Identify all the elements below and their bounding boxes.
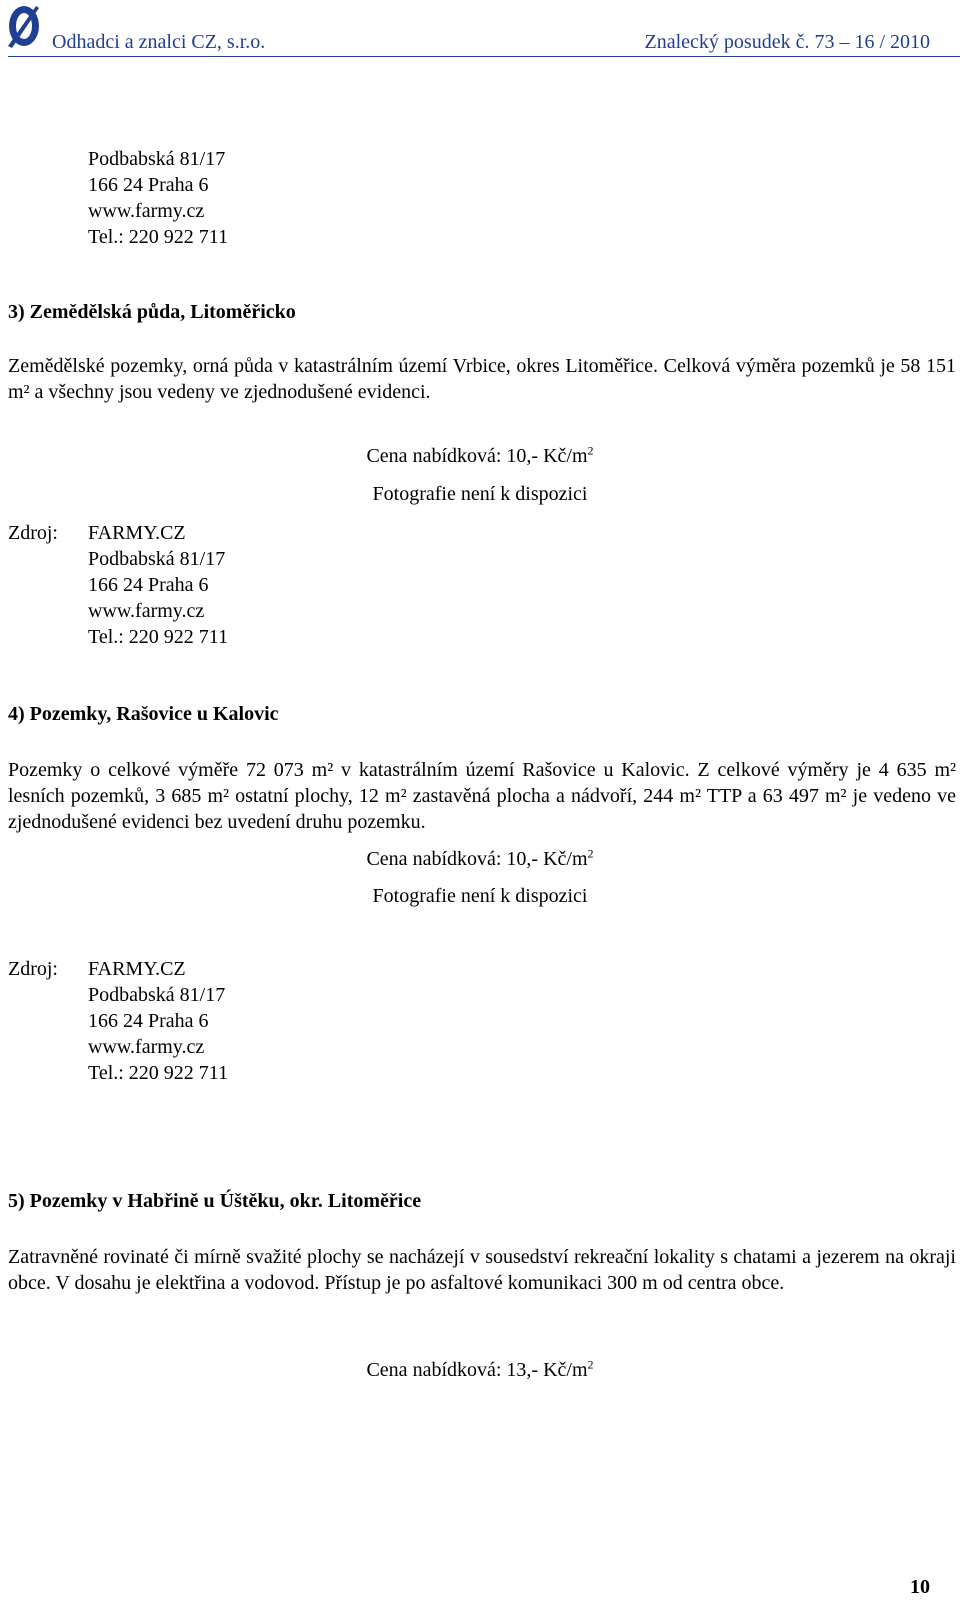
top-source-block <box>8 146 228 250</box>
source-city: 166 24 Praha 6 <box>88 574 209 596</box>
source-web: www.farmy.cz <box>88 1036 205 1058</box>
source-phone: Tel.: 220 922 711 <box>88 626 229 648</box>
header-rule <box>8 56 960 57</box>
source-address: Podbabská 81/17 <box>88 148 226 170</box>
price-unit-exponent: 2 <box>587 1357 594 1372</box>
price-text: Cena nabídková: 10,- Kč/m <box>366 848 588 870</box>
price-unit-exponent: 2 <box>587 846 594 861</box>
source-phone: Tel.: 220 922 711 <box>88 226 229 248</box>
header-company: Odhadci a znalci CZ, s.r.o. <box>52 31 266 53</box>
source-web: www.farmy.cz <box>88 600 205 622</box>
source-web: www.farmy.cz <box>88 200 205 222</box>
section-4-heading: 4) Pozemky, Rašovice u Kalovic <box>8 703 279 725</box>
section-3-text: Zemědělské pozemky, orná půda v katastrálním území Vrbice, okres Litoměřice. Celková výměra pozemků je 58 151 m² a všechny jsou vedeny ve zjednodušené evidenci. <box>8 355 956 403</box>
source-address: Podbabská 81/17 <box>88 548 226 570</box>
section-5-price <box>258 1359 702 1382</box>
source-label: Zdroj: <box>8 958 58 980</box>
price-unit-exponent: 2 <box>587 443 594 458</box>
source-name: FARMY.CZ <box>88 522 186 544</box>
source-name: FARMY.CZ <box>88 958 186 980</box>
source-phone: Tel.: 220 922 711 <box>88 1062 229 1084</box>
section-4-text: Pozemky o celkové výměře 72 073 m² v katastrálním území Rašovice u Kalovic. Z celkové výměry je 4 635 m² lesních pozemků, 3 685 m² ostatní plochy, 12 m² zastavěná plocha a nádvoří, 244 m² TTP a 63 497 m² je vedeno ve zjednodušené evidenci bez uvedení druhu pozemku. <box>8 759 956 833</box>
section-4-photo-note: Fotografie není k dispozici <box>372 885 588 907</box>
page-number: 10 <box>910 1576 930 1598</box>
source-city: 166 24 Praha 6 <box>88 174 209 196</box>
section-5-text: Zatravněné rovinaté či mírně svažité plochy se nacházejí v sousedství rekreační lokality s chatami a jezerem na okraji obce. V dosahu je elektřina a vodovod. Přístup je po asfaltové komunikaci 300 m od centra obce. <box>8 1246 956 1294</box>
company-logo <box>6 2 40 50</box>
section-3-photo-note: Fotografie není k dispozici <box>372 483 588 505</box>
section-3-heading: 3) Zemědělská půda, Litoměřicko <box>8 301 296 323</box>
source-label: Zdroj: <box>8 522 58 544</box>
section-3-source <box>8 520 228 650</box>
section-3-price <box>258 445 702 468</box>
price-text: Cena nabídková: 13,- Kč/m <box>366 1359 588 1381</box>
header-report-number: Znalecký posudek č. 73 – 16 / 2010 <box>644 31 930 53</box>
section-5-heading: 5) Pozemky v Habřině u Úštěku, okr. Litoměřice <box>8 1190 422 1212</box>
section-4-price <box>258 848 702 871</box>
price-text: Cena nabídková: 10,- Kč/m <box>366 445 588 467</box>
source-city: 166 24 Praha 6 <box>88 1010 209 1032</box>
source-address: Podbabská 81/17 <box>88 984 226 1006</box>
section-4-source <box>8 956 228 1086</box>
